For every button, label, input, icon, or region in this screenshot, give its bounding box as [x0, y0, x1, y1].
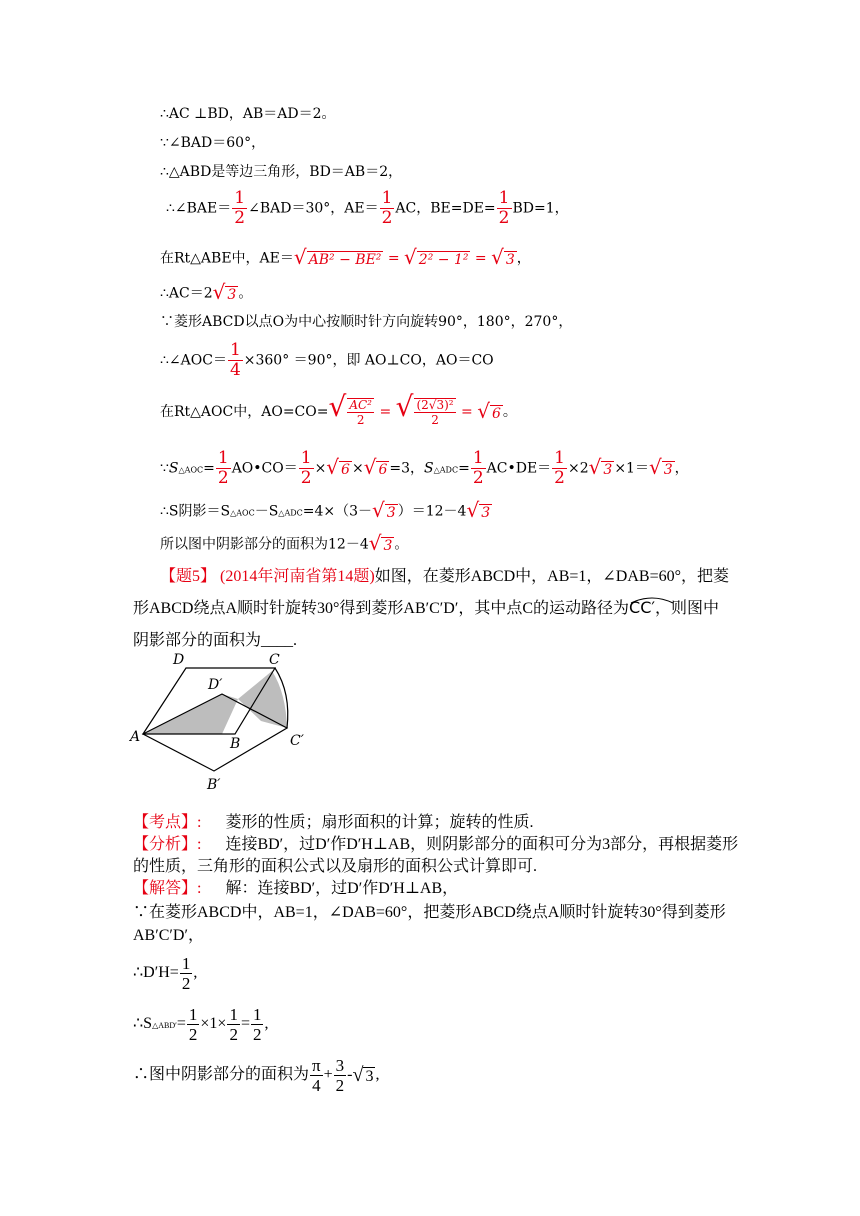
label-c: C [269, 652, 280, 668]
label-b: B [230, 736, 241, 752]
problem-5-line-1: 【题5】 (2014年河南省第14题)如图，在菱形ABCD中，AB=1，∠DAB=60°，把菱 [160, 568, 730, 585]
fraction-3-over-2: $\frac{3}{2}$ [335, 1056, 345, 1095]
radical: √ $\frac{\text{(2√3)²}}{2}$ [395, 390, 454, 427]
radical: √ 3 [368, 531, 393, 555]
fraction-quarter: $\frac{1}{4}$ [229, 340, 241, 380]
line-5-text: 在Rt△ABE中，AE＝ [160, 250, 294, 267]
kaodian-line: 【考点】: 菱形的性质；扇形面积的计算；旋转的性质. [133, 814, 534, 831]
shaded-sector [238, 671, 287, 728]
fraction-half: $\frac{1}{2}$ [498, 188, 510, 228]
solution-line-1: ∵在菱形ABCD中，AB=1，∠DAB=60°，把菱形ABCD绕点A顺时针旋转30°得到菱形 [133, 904, 726, 921]
rhombus-figure [126, 648, 316, 794]
problem-tag: 【题5】 [160, 568, 217, 585]
radical: √ 3 [588, 455, 613, 479]
fraction-half: $\frac{1}{2}$ [554, 448, 565, 488]
arc-notation: CC′ [629, 599, 655, 618]
radical: √ $\frac{\text{AC²}}{2}$ [328, 390, 372, 427]
fraction-pi-over-4: $\frac{\pi}{4}$ [312, 1056, 321, 1095]
label-a: A [130, 729, 141, 745]
radical: √ 6 [326, 455, 350, 479]
fraction-half: $\frac{1}{2}$ [300, 448, 312, 488]
line-4 [166, 190, 569, 227]
fenxi-line-2: 的性质，三角形的面积公式以及扇形的面积公式计算即可. [133, 858, 538, 875]
fenxi-line-1: 【分析】: 连接BD′，过D′作D′H⊥AB，则阴影部分的面积可分为3部分，再根据菱形 [133, 836, 739, 853]
label-d-prime: D′ [208, 677, 223, 693]
label-c-prime: C′ [290, 733, 304, 749]
problem-source: (2014年河南省第14题) [220, 568, 375, 585]
problem-5-line-2: 形ABCD绕点A顺时针旋转30°得到菱形AB′C′D′，其中点C的运动路径为 CC′，则图中 [133, 598, 720, 617]
radical: √ 6 [363, 455, 388, 479]
line-12: 所以图中阴影部分的面积为12－4√ 3 。 [160, 531, 409, 555]
solution-line-4: ∴S△ABD′= $\frac{1}{2}$ ×1× $\frac{1}{2}$ = $\frac{1}{2}$ , [133, 1005, 269, 1044]
radical: √ 3 [212, 280, 237, 304]
radical: √ 3 [372, 498, 396, 522]
radical: √ 3 [491, 245, 515, 269]
fraction-half: $\frac{1}{2}$ [381, 188, 393, 228]
radical: √ 6 [477, 398, 501, 423]
solution-line-2: AB′C′D′， [133, 927, 204, 944]
line-4-text-c: AC，BE=DE= [395, 200, 496, 217]
line-3: ∴△ABD是等边三角形，BD＝AB＝2， [160, 164, 403, 180]
arc-icon [629, 596, 675, 604]
line-10: ∵S△AOC= $\frac{1}{2}$ AO•CO＝ $\frac{1}{2}$ ×√ 6 ×√ 6 =3，S△ADC= $\frac{1}{2}$ AC•DE＝ $\frac{1}{2}$ ×2√ 3 ×1＝√ 3 ， [160, 448, 689, 488]
solution-line-3: ∴D′H= $\frac{1}{2}$ , [133, 954, 198, 993]
radical: √ 2² − 1² [404, 245, 469, 269]
line-5: 在Rt△ABE中，AE＝√ AB² − BE² = √ 2² − 1² = √ 3 ， [160, 245, 531, 269]
solution-line-5: ∴图中阴影部分的面积为 $\frac{\pi}{4}$ + $\frac{3}{2}$ -√ 3 , [133, 1056, 380, 1095]
line-8: ∴∠AOC＝ $\frac{1}{4}$ ×360° ＝90°，即 AO⊥CO，AO＝CO [160, 340, 494, 380]
problem-5-line-3: 阴影部分的面积为____. [133, 632, 298, 649]
line-2: ∵∠BAD＝60°， [160, 135, 266, 151]
radical: √ AB² − BE² [293, 245, 382, 269]
line-4-text-b: ∠BAD＝30°，AE＝ [248, 200, 379, 217]
line-4-text-d: BD=1， [512, 200, 569, 217]
line-11: ∴S阴影＝S△AOC－S△ADC=4×（3－√ 3 ）＝12－4√ 3 [160, 498, 491, 522]
radical: √ 3 [352, 1063, 374, 1086]
radical: √ 3 [466, 498, 491, 522]
fraction-half: $\frac{1}{2}$ [252, 1005, 262, 1044]
fraction-half: $\frac{1}{2}$ [234, 188, 246, 228]
line-1: ∴AC ⊥BD，AB＝AD＝2。 [160, 106, 336, 122]
label-b-prime: B′ [207, 777, 221, 793]
fraction-half: $\frac{1}{2}$ [188, 1005, 198, 1044]
radical: √ 3 [648, 455, 673, 479]
label-d: D [173, 652, 185, 668]
jieda-line: 【解答】: 解：连接BD′，过D′作D′H⊥AB， [133, 880, 459, 897]
fraction-half: $\frac{1}{2}$ [472, 448, 484, 488]
line-4-text-a: ∴∠BAE＝ [166, 200, 232, 217]
line-7: ∵菱形ABCD以点O为中心按顺时针方向旋转90°，180°，270°， [160, 314, 573, 330]
fraction-half: $\frac{1}{2}$ [229, 1005, 238, 1044]
line-6: ∴AC＝2√ 3 。 [160, 280, 253, 304]
shaded-triangle [143, 694, 238, 734]
fraction-half: $\frac{1}{2}$ [181, 954, 191, 993]
line-9: 在Rt△AOC中，AO=CO=√ $\frac{\text{AC²}}{2}$ = √ $\frac{\text{(2√3)²}}{2}$ = √ 6 。 [160, 390, 517, 427]
fraction-half: $\frac{1}{2}$ [217, 448, 229, 488]
